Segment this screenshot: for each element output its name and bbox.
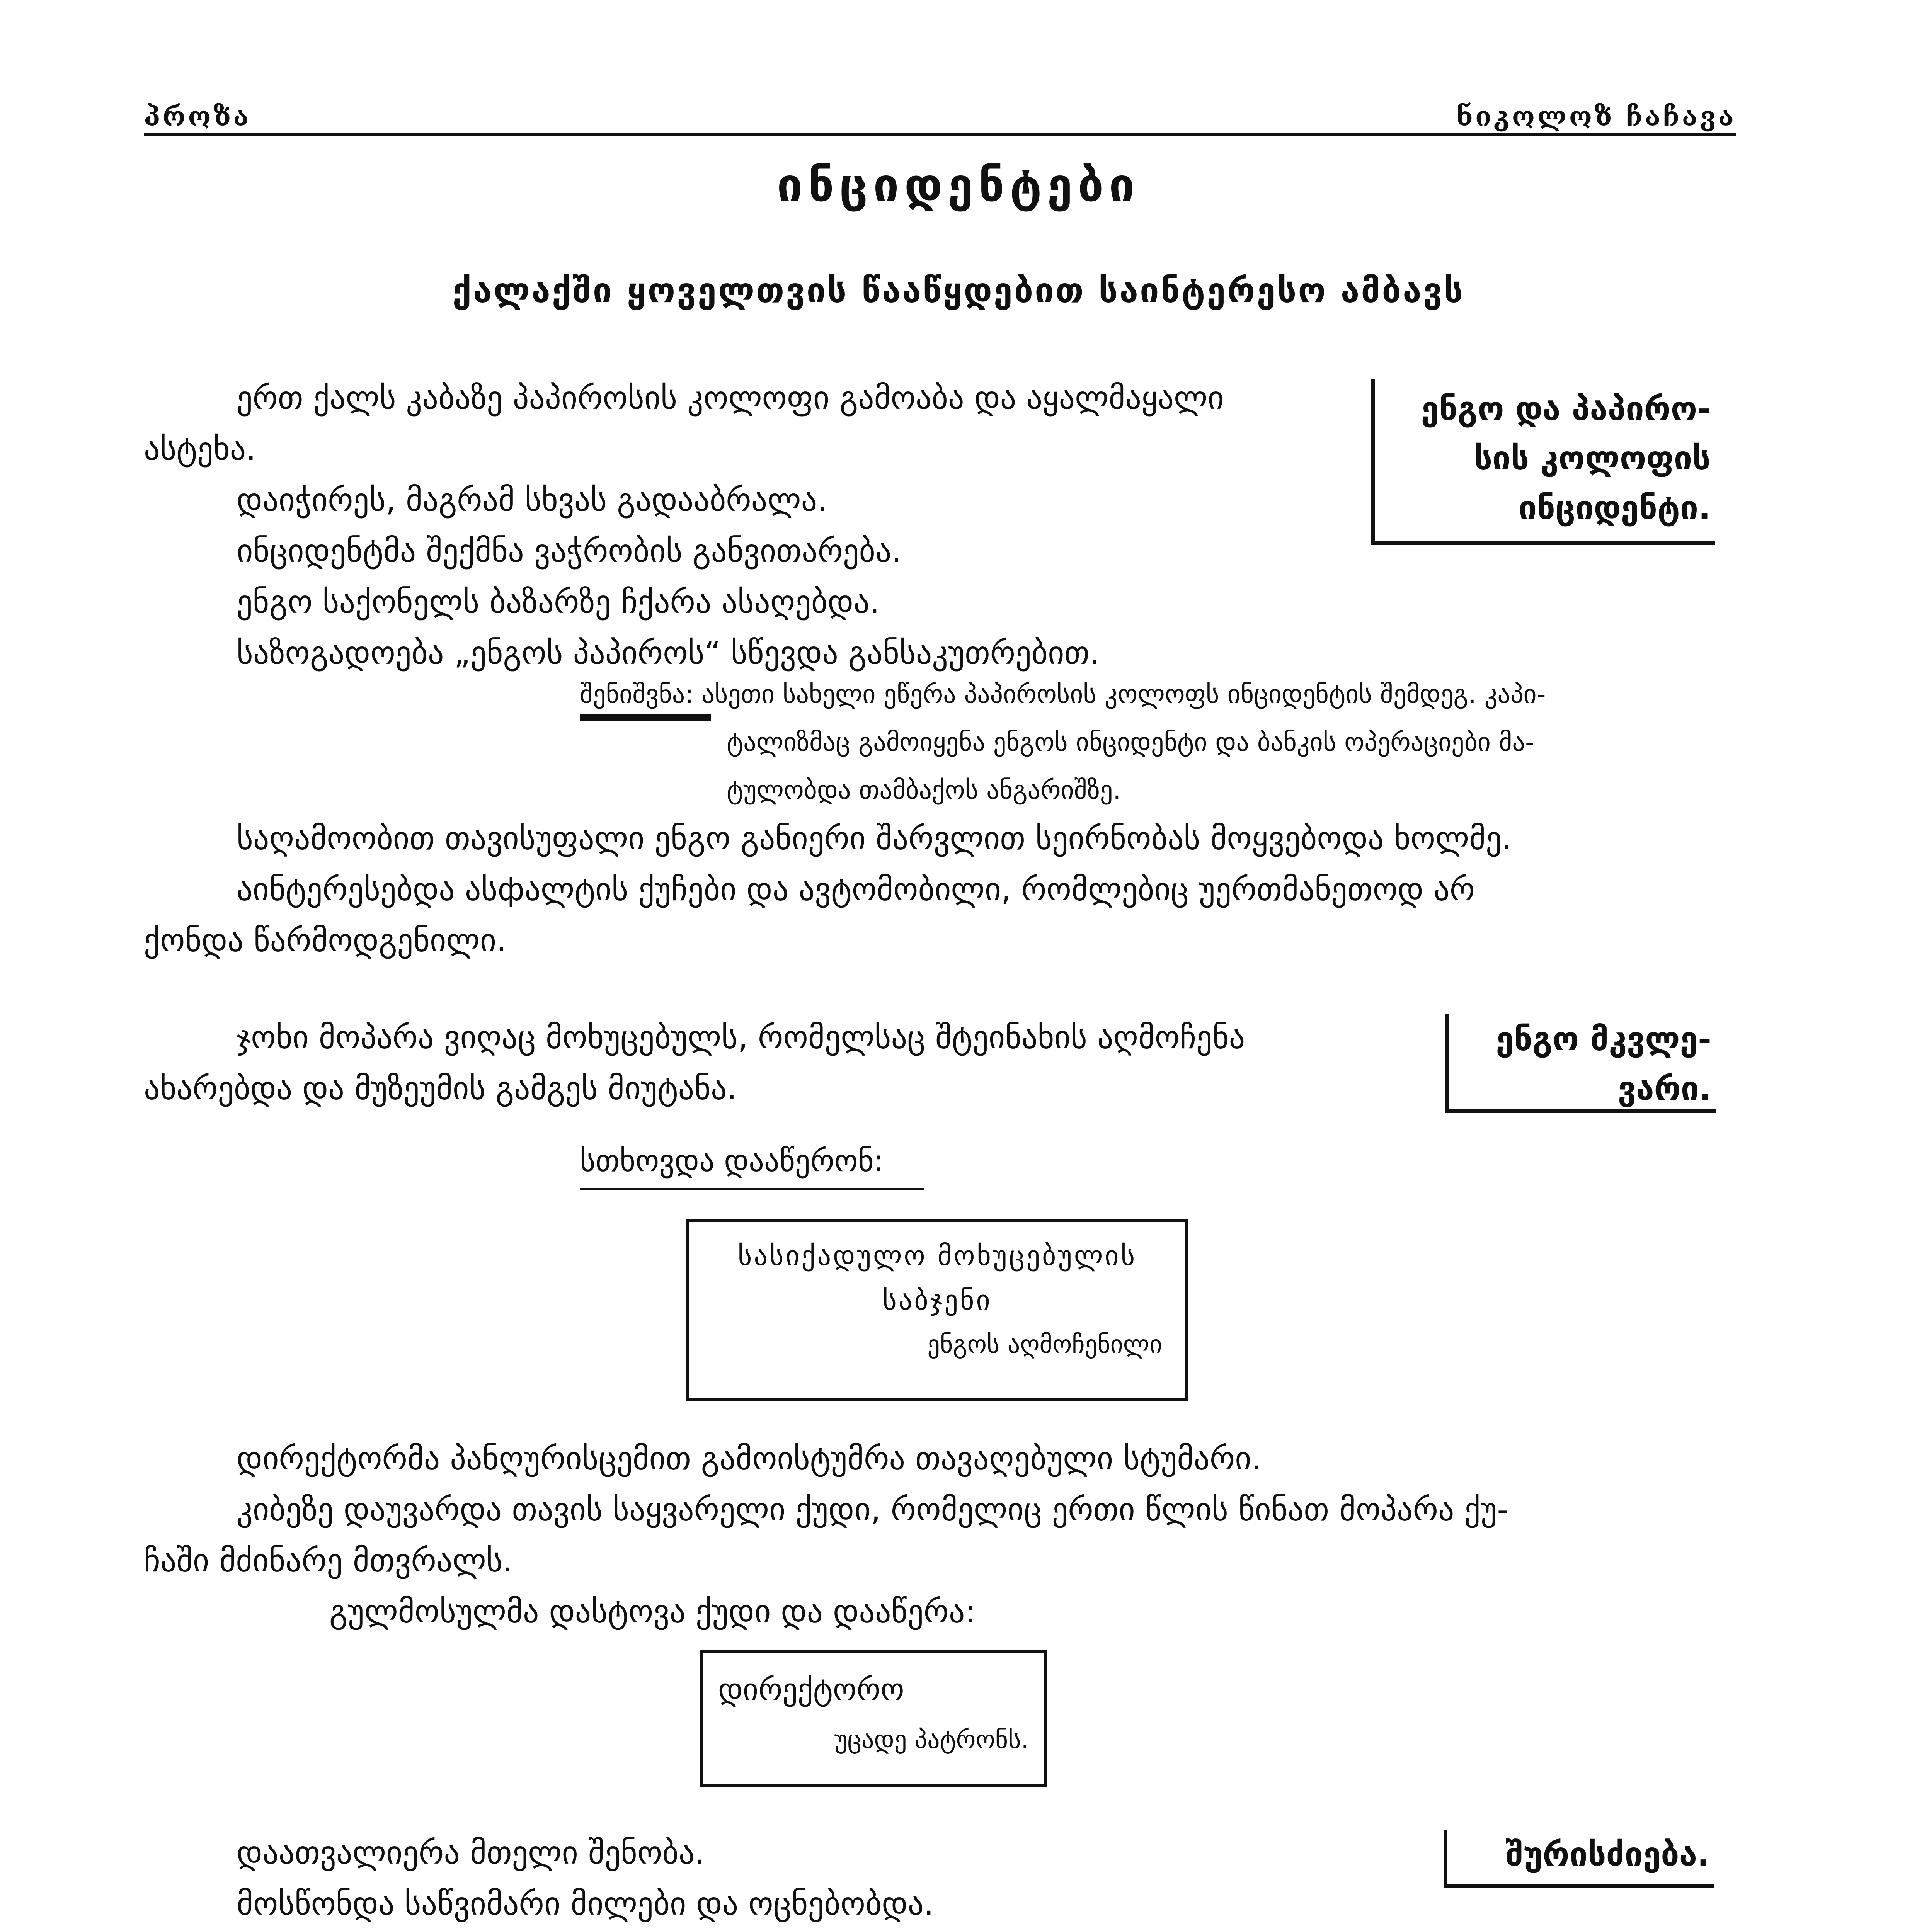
note-marker: [580, 714, 711, 721]
paragraph: ენგო საქონელს ბაზარზე ჩქარა ასაღებდა.: [237, 584, 880, 621]
paragraph: დაიჭირეს, მაგრამ სხვას გადააბრალა.: [237, 482, 827, 519]
header-rule: [144, 133, 1736, 136]
paragraph: ასტეხა.: [144, 431, 256, 468]
running-head-right: ნიკოლოზ ჩაჩავა: [1456, 101, 1736, 132]
request-label: სთხოვდა დააწერონ:: [580, 1144, 884, 1179]
sign-box-1: სასიქადულო მოხუცებულის საბჯენი ენგოს აღმოჩენილი: [686, 1219, 1188, 1401]
footnote-1: შენიშვნა: ასეთი სახელი ეწერა პაპიროსის კოლოფს ინციდენტის შემდეგ. კაპი- ტალიზმაც გამოიყენა ენგოს ინციდენტი და ბანკის ოპერაციები მა- ტულობდა თამბაქოს ანგარიშზე.: [580, 679, 1546, 805]
paragraph: საზოგადოება „ენგოს პაპიროს“ სწევდა განსაკუთრებით.: [237, 635, 1100, 672]
sign-box-2: დირექტორო უცადე პატრონს.: [700, 1650, 1047, 1787]
margin-note-3: შურისძიება.: [1444, 1830, 1714, 1888]
note-label: შენიშვნა:: [580, 679, 694, 709]
section-3: ჯოხი მოპარა ვიღაც მოხუცებულს, რომელსაც შტეინახის აღმოჩენა ახარებდა და მუზეუმის გამგეს მიუტანა.: [144, 1019, 1245, 1107]
footnote-2: [580, 1926, 1739, 1932]
section-1: [144, 373, 1381, 679]
paragraph: ინციდენტმა შექმნა ვაჭრობის განვითარება.: [237, 533, 902, 570]
margin-note-2: ენგო მკვლე- ვარი.: [1445, 1014, 1716, 1113]
page-subtitle: ქალაქში ყოველთვის წააწყდებით საინტერესო ამბავს: [452, 270, 1465, 310]
section-2: საღამოობით თავისუფალი ენგო განიერი შარვლით სეირნობას მოყვებოდა ხოლმე. აინტერესებდა ასфალტის ქუჩები და ავტომობილი, რომლებიც უერთმანეთოდ არ ქონდა წარმოდგენილი.: [144, 820, 1512, 959]
request-underline: [580, 1188, 924, 1190]
page-title: ინციდენტები: [777, 158, 1140, 212]
running-head-left: პროზა: [144, 101, 251, 132]
margin-note-1: ენგო და პაპირო- სის კოლოფის ინციდენტი.: [1371, 379, 1715, 545]
paragraph: ერთ ქალს კაბაზე პაპიროსის კოლოფი გამოაბა და აყალმაყალი: [237, 380, 1224, 417]
section-5: დაათვალიერა მთელი შენობა. მოსწონდა საწვიმარი მილები და ოცნებობდა.: [237, 1835, 934, 1922]
section-4: დირექტორმა პანღურისცემით გამოისტუმრა თავაღებული სტუმარი. კიბეზე დაუვარდა თავის საყვარელი ქუდი, რომელიც ერთი წლის წინათ მოპარა ქუ- ჩაში მძინარე მთვრალს. გულმოსულმა დასტოვა ქუდი და დააწერა:: [144, 1440, 1509, 1630]
